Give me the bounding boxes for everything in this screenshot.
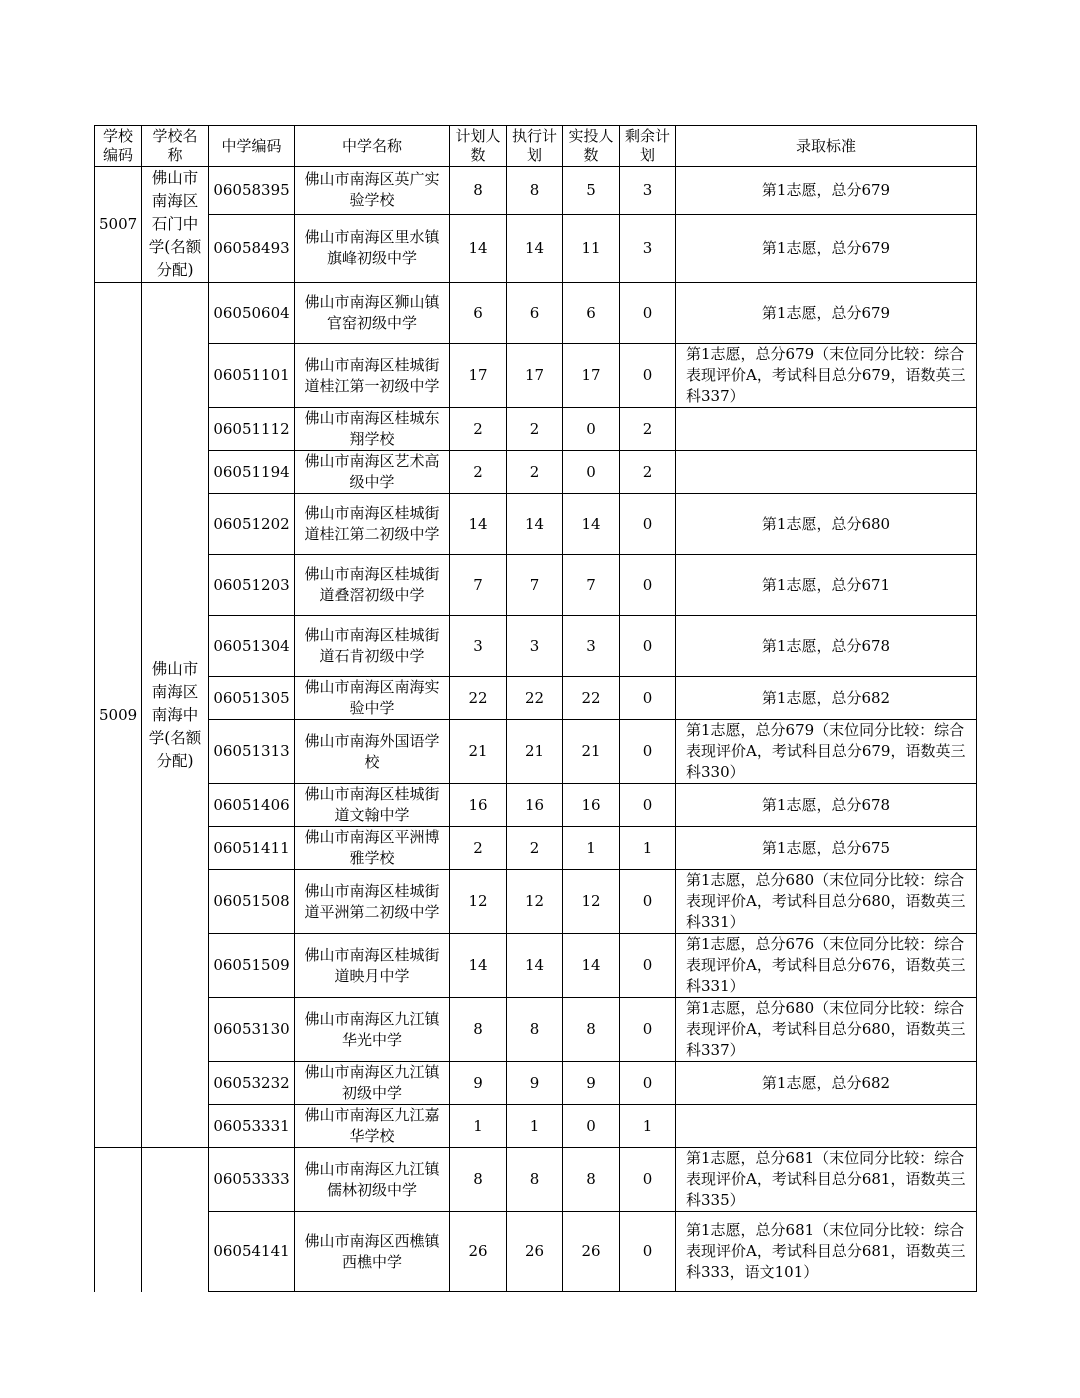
header-school-code: 学校编码 <box>95 126 142 167</box>
header-plan: 计划人数 <box>450 126 507 167</box>
ms-name-cell: 佛山市南海外国语学校 <box>295 720 450 784</box>
actual-cell: 17 <box>563 344 620 408</box>
ms-name-cell: 佛山市南海区平洲博雅学校 <box>295 827 450 870</box>
table-row <box>95 408 977 451</box>
remain-cell: 0 <box>620 677 676 720</box>
remain-cell: 0 <box>620 283 676 344</box>
actual-cell: 1 <box>563 827 620 870</box>
plan-cell: 3 <box>450 616 507 677</box>
actual-cell: 11 <box>563 214 620 282</box>
plan-cell: 16 <box>450 784 507 827</box>
standard-cell: 第1志愿，总分671 <box>676 555 977 616</box>
actual-cell: 8 <box>563 998 620 1062</box>
plan-cell: 17 <box>450 344 507 408</box>
ms-name-cell: 佛山市南海区里水镇旗峰初级中学 <box>295 214 450 282</box>
actual-cell: 16 <box>563 784 620 827</box>
standard-cell <box>676 408 977 451</box>
ms-name-cell: 佛山市南海区桂城街道映月中学 <box>295 934 450 998</box>
table-row <box>95 1105 977 1148</box>
table-row <box>95 283 977 344</box>
actual-cell: 5 <box>563 167 620 215</box>
standard-cell: 第1志愿，总分675 <box>676 827 977 870</box>
standard-cell: 第1志愿，总分680 <box>676 494 977 555</box>
actual-cell: 9 <box>563 1062 620 1105</box>
actual-cell: 0 <box>563 1105 620 1148</box>
standard-cell: 第1志愿，总分679 <box>676 167 977 215</box>
standard-cell <box>676 451 977 494</box>
remain-cell: 0 <box>620 784 676 827</box>
ms-code-cell: 06058493 <box>209 214 295 282</box>
exec-cell: 9 <box>507 1062 563 1105</box>
table-row <box>95 934 977 998</box>
table-row <box>95 214 977 282</box>
exec-cell: 3 <box>507 616 563 677</box>
plan-cell: 14 <box>450 934 507 998</box>
plan-cell: 21 <box>450 720 507 784</box>
exec-cell: 17 <box>507 344 563 408</box>
ms-name-cell: 佛山市南海区南海实验中学 <box>295 677 450 720</box>
school-name-cell: 佛山市南海区南海中学(名额分配) <box>142 283 209 1148</box>
ms-code-cell: 06051406 <box>209 784 295 827</box>
ms-code-cell: 06053333 <box>209 1148 295 1212</box>
plan-cell: 14 <box>450 494 507 555</box>
exec-cell: 26 <box>507 1212 563 1292</box>
ms-code-cell: 06053232 <box>209 1062 295 1105</box>
ms-code-cell: 06050604 <box>209 283 295 344</box>
plan-cell: 22 <box>450 677 507 720</box>
plan-cell: 7 <box>450 555 507 616</box>
header-actual: 实投人数 <box>563 126 620 167</box>
standard-cell: 第1志愿，总分680（末位同分比较：综合表现评价A，考试科目总分680，语数英三科337） <box>676 998 977 1062</box>
exec-cell: 12 <box>507 870 563 934</box>
standard-cell: 第1志愿，总分679 <box>676 283 977 344</box>
remain-cell: 0 <box>620 934 676 998</box>
remain-cell: 0 <box>620 494 676 555</box>
actual-cell: 14 <box>563 934 620 998</box>
remain-cell: 2 <box>620 451 676 494</box>
plan-cell: 2 <box>450 827 507 870</box>
exec-cell: 16 <box>507 784 563 827</box>
table-row <box>95 720 977 784</box>
ms-code-cell: 06051202 <box>209 494 295 555</box>
ms-code-cell: 06058395 <box>209 167 295 215</box>
school-name-cell: 佛山市南海区石门中学(名额分配) <box>142 167 209 283</box>
plan-cell: 6 <box>450 283 507 344</box>
exec-cell: 2 <box>507 451 563 494</box>
ms-code-cell: 06051112 <box>209 408 295 451</box>
remain-cell: 0 <box>620 1062 676 1105</box>
table-row <box>95 1212 977 1292</box>
standard-cell: 第1志愿，总分678 <box>676 616 977 677</box>
exec-cell: 14 <box>507 214 563 282</box>
actual-cell: 8 <box>563 1148 620 1212</box>
ms-name-cell: 佛山市南海区艺术高级中学 <box>295 451 450 494</box>
ms-code-cell: 06051304 <box>209 616 295 677</box>
ms-code-cell: 06051509 <box>209 934 295 998</box>
ms-name-cell: 佛山市南海区英广实验学校 <box>295 167 450 215</box>
header-exec: 执行计划 <box>507 126 563 167</box>
standard-cell: 第1志愿，总分680（末位同分比较：综合表现评价A，考试科目总分680，语数英三科331） <box>676 870 977 934</box>
table-row <box>95 616 977 677</box>
actual-cell: 0 <box>563 408 620 451</box>
header-ms-name: 中学名称 <box>295 126 450 167</box>
ms-name-cell: 佛山市南海区九江嘉华学校 <box>295 1105 450 1148</box>
exec-cell: 22 <box>507 677 563 720</box>
table-row <box>95 998 977 1062</box>
header-school-name: 学校名称 <box>142 126 209 167</box>
plan-cell: 26 <box>450 1212 507 1292</box>
exec-cell: 2 <box>507 408 563 451</box>
exec-cell: 6 <box>507 283 563 344</box>
actual-cell: 26 <box>563 1212 620 1292</box>
table-row <box>95 555 977 616</box>
ms-code-cell: 06053331 <box>209 1105 295 1148</box>
table-row <box>95 784 977 827</box>
ms-name-cell: 佛山市南海区九江镇华光中学 <box>295 998 450 1062</box>
school-name-cell <box>142 1148 209 1292</box>
ms-name-cell: 佛山市南海区九江镇儒林初级中学 <box>295 1148 450 1212</box>
exec-cell: 8 <box>507 167 563 215</box>
standard-cell <box>676 1105 977 1148</box>
ms-code-cell: 06054141 <box>209 1212 295 1292</box>
actual-cell: 7 <box>563 555 620 616</box>
header-row <box>95 126 977 167</box>
exec-cell: 8 <box>507 1148 563 1212</box>
remain-cell: 3 <box>620 167 676 215</box>
ms-name-cell: 佛山市南海区桂城街道桂江第二初级中学 <box>295 494 450 555</box>
actual-cell: 21 <box>563 720 620 784</box>
exec-cell: 1 <box>507 1105 563 1148</box>
standard-cell: 第1志愿，总分679（末位同分比较：综合表现评价A，考试科目总分679，语数英三科330） <box>676 720 977 784</box>
standard-cell: 第1志愿，总分682 <box>676 1062 977 1105</box>
actual-cell: 6 <box>563 283 620 344</box>
standard-cell: 第1志愿，总分676（末位同分比较：综合表现评价A，考试科目总分676，语数英三科331） <box>676 934 977 998</box>
actual-cell: 0 <box>563 451 620 494</box>
remain-cell: 0 <box>620 344 676 408</box>
table-row <box>95 677 977 720</box>
ms-name-cell: 佛山市南海区桂城街道文翰中学 <box>295 784 450 827</box>
ms-name-cell: 佛山市南海区桂城街道平洲第二初级中学 <box>295 870 450 934</box>
standard-cell: 第1志愿，总分682 <box>676 677 977 720</box>
ms-code-cell: 06051313 <box>209 720 295 784</box>
header-ms-code: 中学编码 <box>209 126 295 167</box>
ms-name-cell: 佛山市南海区桂城街道石肯初级中学 <box>295 616 450 677</box>
exec-cell: 14 <box>507 494 563 555</box>
plan-cell: 2 <box>450 451 507 494</box>
school-code-cell <box>95 1148 142 1292</box>
table-row <box>95 1148 977 1212</box>
plan-cell: 8 <box>450 1148 507 1212</box>
exec-cell: 21 <box>507 720 563 784</box>
remain-cell: 0 <box>620 870 676 934</box>
actual-cell: 3 <box>563 616 620 677</box>
plan-cell: 8 <box>450 998 507 1062</box>
plan-cell: 12 <box>450 870 507 934</box>
table-body <box>95 126 977 1292</box>
ms-name-cell: 佛山市南海区桂城街道桂江第一初级中学 <box>295 344 450 408</box>
ms-name-cell: 佛山市南海区西樵镇西樵中学 <box>295 1212 450 1292</box>
ms-code-cell: 06053130 <box>209 998 295 1062</box>
school-code-cell: 5007 <box>95 167 142 283</box>
standard-cell: 第1志愿，总分681（末位同分比较：综合表现评价A，考试科目总分681，语数英三科333，语文101） <box>676 1212 977 1292</box>
standard-cell: 第1志愿，总分679 <box>676 214 977 282</box>
ms-name-cell: 佛山市南海区桂城街道叠滘初级中学 <box>295 555 450 616</box>
plan-cell: 8 <box>450 167 507 215</box>
actual-cell: 14 <box>563 494 620 555</box>
table-row <box>95 1062 977 1105</box>
exec-cell: 14 <box>507 934 563 998</box>
plan-cell: 2 <box>450 408 507 451</box>
ms-name-cell: 佛山市南海区狮山镇官窑初级中学 <box>295 283 450 344</box>
exec-cell: 8 <box>507 998 563 1062</box>
ms-code-cell: 06051101 <box>209 344 295 408</box>
school-code-cell: 5009 <box>95 283 142 1148</box>
remain-cell: 0 <box>620 616 676 677</box>
header-standard: 录取标准 <box>676 126 977 167</box>
remain-cell: 0 <box>620 555 676 616</box>
table-row <box>95 167 977 215</box>
table-row <box>95 870 977 934</box>
header-remain: 剩余计划 <box>620 126 676 167</box>
remain-cell: 0 <box>620 1148 676 1212</box>
plan-cell: 1 <box>450 1105 507 1148</box>
remain-cell: 1 <box>620 827 676 870</box>
remain-cell: 3 <box>620 214 676 282</box>
ms-code-cell: 06051203 <box>209 555 295 616</box>
remain-cell: 0 <box>620 1212 676 1292</box>
actual-cell: 22 <box>563 677 620 720</box>
standard-cell: 第1志愿，总分679（末位同分比较：综合表现评价A，考试科目总分679，语数英三科337） <box>676 344 977 408</box>
exec-cell: 7 <box>507 555 563 616</box>
table-row <box>95 827 977 870</box>
table-row <box>95 494 977 555</box>
remain-cell: 2 <box>620 408 676 451</box>
ms-name-cell: 佛山市南海区九江镇初级中学 <box>295 1062 450 1105</box>
standard-cell: 第1志愿，总分678 <box>676 784 977 827</box>
actual-cell: 12 <box>563 870 620 934</box>
ms-name-cell: 佛山市南海区桂城东翔学校 <box>295 408 450 451</box>
table-row <box>95 451 977 494</box>
ms-code-cell: 06051305 <box>209 677 295 720</box>
remain-cell: 0 <box>620 720 676 784</box>
ms-code-cell: 06051508 <box>209 870 295 934</box>
exec-cell: 2 <box>507 827 563 870</box>
remain-cell: 0 <box>620 998 676 1062</box>
ms-code-cell: 06051411 <box>209 827 295 870</box>
ms-code-cell: 06051194 <box>209 451 295 494</box>
remain-cell: 1 <box>620 1105 676 1148</box>
table-row <box>95 344 977 408</box>
plan-cell: 14 <box>450 214 507 282</box>
admission-table <box>94 125 977 1292</box>
plan-cell: 9 <box>450 1062 507 1105</box>
standard-cell: 第1志愿，总分681（末位同分比较：综合表现评价A，考试科目总分681，语数英三科335） <box>676 1148 977 1212</box>
